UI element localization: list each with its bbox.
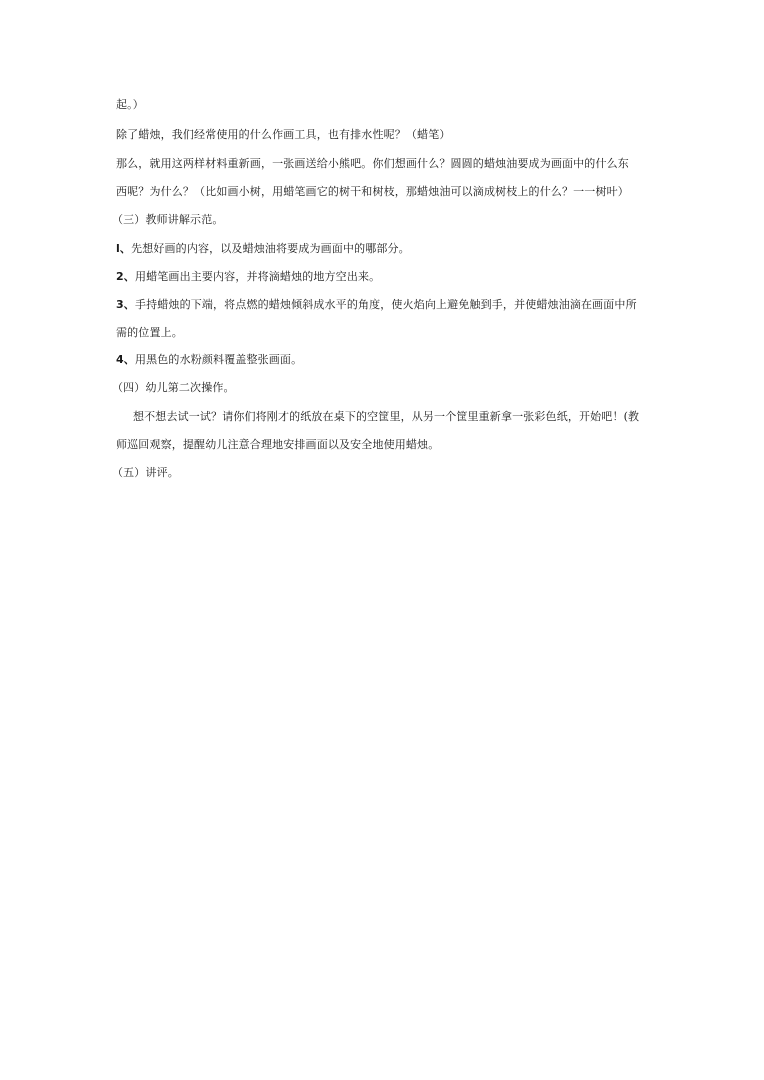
section-heading: （四）幼儿第二次操作。: [112, 381, 235, 394]
text-line: 除了蜡烛，我们经常使用的什么作画工具，也有排水性呢？（蜡笔）: [116, 128, 451, 141]
step-number: l、: [116, 242, 132, 255]
text-line: 师巡回观察，提醒幼儿注意合理地安排画面以及安全地使用蜡烛。: [116, 438, 440, 451]
text-line: 那么，就用这两样材料重新画，一张画送给小熊吧。你们想画什么？圆圆的蜡烛油要成为画面中的什么东: [116, 157, 629, 170]
step-item: [116, 298, 637, 312]
step-number: 4、: [116, 353, 135, 366]
step-text: 用黑色的水粉颜料覆盖整张画面。: [134, 353, 303, 366]
step-text: 先想好画的内容，以及蜡烛油将要成为画面中的哪部分。: [131, 242, 410, 255]
text-line: 西呢？为什么？（比如画小树，用蜡笔画它的树干和树枝，那蜡烛油可以滴成树枝上的什么？一一树叶）: [116, 185, 629, 198]
text-line: 起。）: [116, 98, 144, 111]
step-text: 用蜡笔画出主要内容，并将滴蜡烛的地方空出来。: [134, 270, 381, 283]
step-number: 3、: [116, 298, 135, 311]
section-heading: （三）教师讲解示范。: [112, 213, 224, 226]
step-item: [116, 353, 302, 367]
step-text: 手持蜡烛的下端，将点燃的蜡烛倾斜成水平的角度，使火焰向上避免触到手，并使蜡烛油滴在画面中所: [134, 298, 637, 311]
section-heading: （五）讲评。: [112, 466, 179, 479]
step-item: [116, 242, 410, 256]
step-number: 2、: [116, 270, 135, 283]
text-line: 想不想去试一试？请你们将刚才的纸放在桌下的空筐里，从另一个筐里重新拿一张彩色纸，开始吧！(教: [133, 410, 640, 423]
text-line: 需的位置上。: [116, 326, 183, 339]
step-item: [116, 270, 380, 284]
